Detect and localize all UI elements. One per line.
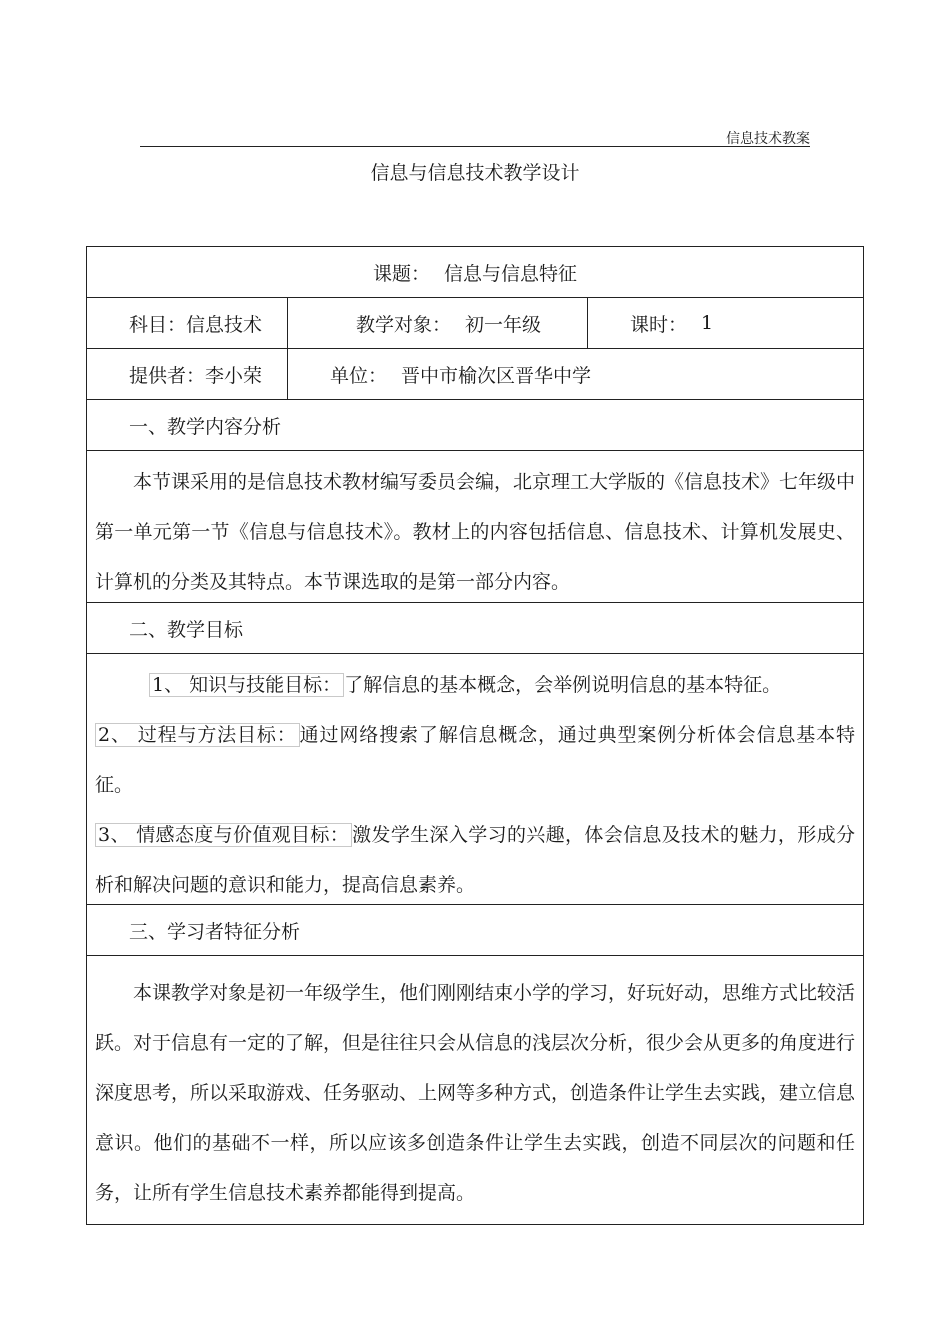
objective-3-label: 3、 情感态度与价值观目标： xyxy=(95,823,352,847)
lesson-plan-table xyxy=(86,246,864,1225)
section3-body: 本课教学对象是初一年级学生，他们刚刚结束小学的学习，好玩好动，思维方式比较活跃。对于信息有一定的了解，但是往往只会从信息的浅层次分析，很少会从更多的角度进行深度思考，所以采取游戏、任务驱动、上网等多种方式，创造条件让学生去实践，建立信息意识。他们的基础不一样，所以应该多创造条件让学生去实践，创造不同层次的问题和任务，让所有学生信息技术素养都能得到提高。 xyxy=(95,982,856,1204)
section3-heading: 三、学习者特征分析 xyxy=(129,920,301,943)
subject-value: 信息技术 xyxy=(186,313,263,336)
objective-1 xyxy=(95,660,855,710)
audience-value: 初一年级 xyxy=(465,313,542,336)
audience-label: 教学对象： xyxy=(356,313,452,336)
objective-2-label: 2、 过程与方法目标： xyxy=(95,723,300,747)
document-title: 信息与信息技术教学设计 xyxy=(370,162,580,184)
provider-cell xyxy=(87,349,287,399)
section1-heading-row xyxy=(87,400,863,451)
subject-cell xyxy=(87,298,287,348)
header-rule xyxy=(140,146,810,147)
subject-row xyxy=(87,298,863,349)
objective-3-text: 激发学生深入学习的兴趣，体会信息及技术的魅力，形成分析和解决问题的意识和能力，提高信息素养。 xyxy=(95,824,855,896)
provider-label: 提供者： xyxy=(129,364,206,387)
provider-value: 李小荣 xyxy=(205,364,263,387)
section2-heading: 二、教学目标 xyxy=(129,618,244,641)
objective-2-text: 通过网络搜索了解信息概念，通过典型案例分析体会信息基本特征。 xyxy=(95,724,855,796)
topic-row xyxy=(87,247,863,298)
hours-value: 1 xyxy=(701,312,714,334)
unit-cell xyxy=(287,349,863,399)
section1-heading: 一、教学内容分析 xyxy=(129,415,282,438)
audience-cell xyxy=(287,298,587,348)
hours-label: 课时： xyxy=(630,313,688,336)
unit-label: 单位： xyxy=(330,364,388,387)
unit-value: 晋中市榆次区晋华中学 xyxy=(401,364,592,387)
section1-body: 本节课采用的是信息技术教材编写委员会编，北京理工大学版的《信息技术》七年级中第一单元第一节《信息与信息技术》。教材上的内容包括信息、信息技术、计算机发展史、计算机的分类及其特点。本节课选取的是第一部分内容。 xyxy=(87,451,863,603)
section2-body xyxy=(87,654,863,905)
objective-1-label: 1、 知识与技能目标： xyxy=(149,673,344,697)
objective-2 xyxy=(95,710,855,810)
topic-value: 信息与信息特征 xyxy=(444,262,578,285)
provider-row xyxy=(87,349,863,400)
objective-3 xyxy=(95,810,855,910)
section2-heading-row xyxy=(87,603,863,654)
subject-label: 科目： xyxy=(129,313,187,336)
hours-cell xyxy=(587,298,863,348)
header-label: 信息技术教案 xyxy=(726,131,810,147)
topic-label: 课题： xyxy=(372,262,430,285)
section3-heading-row xyxy=(87,905,863,956)
objective-1-text: 了解信息的基本概念，会举例说明信息的基本特征。 xyxy=(344,674,782,696)
